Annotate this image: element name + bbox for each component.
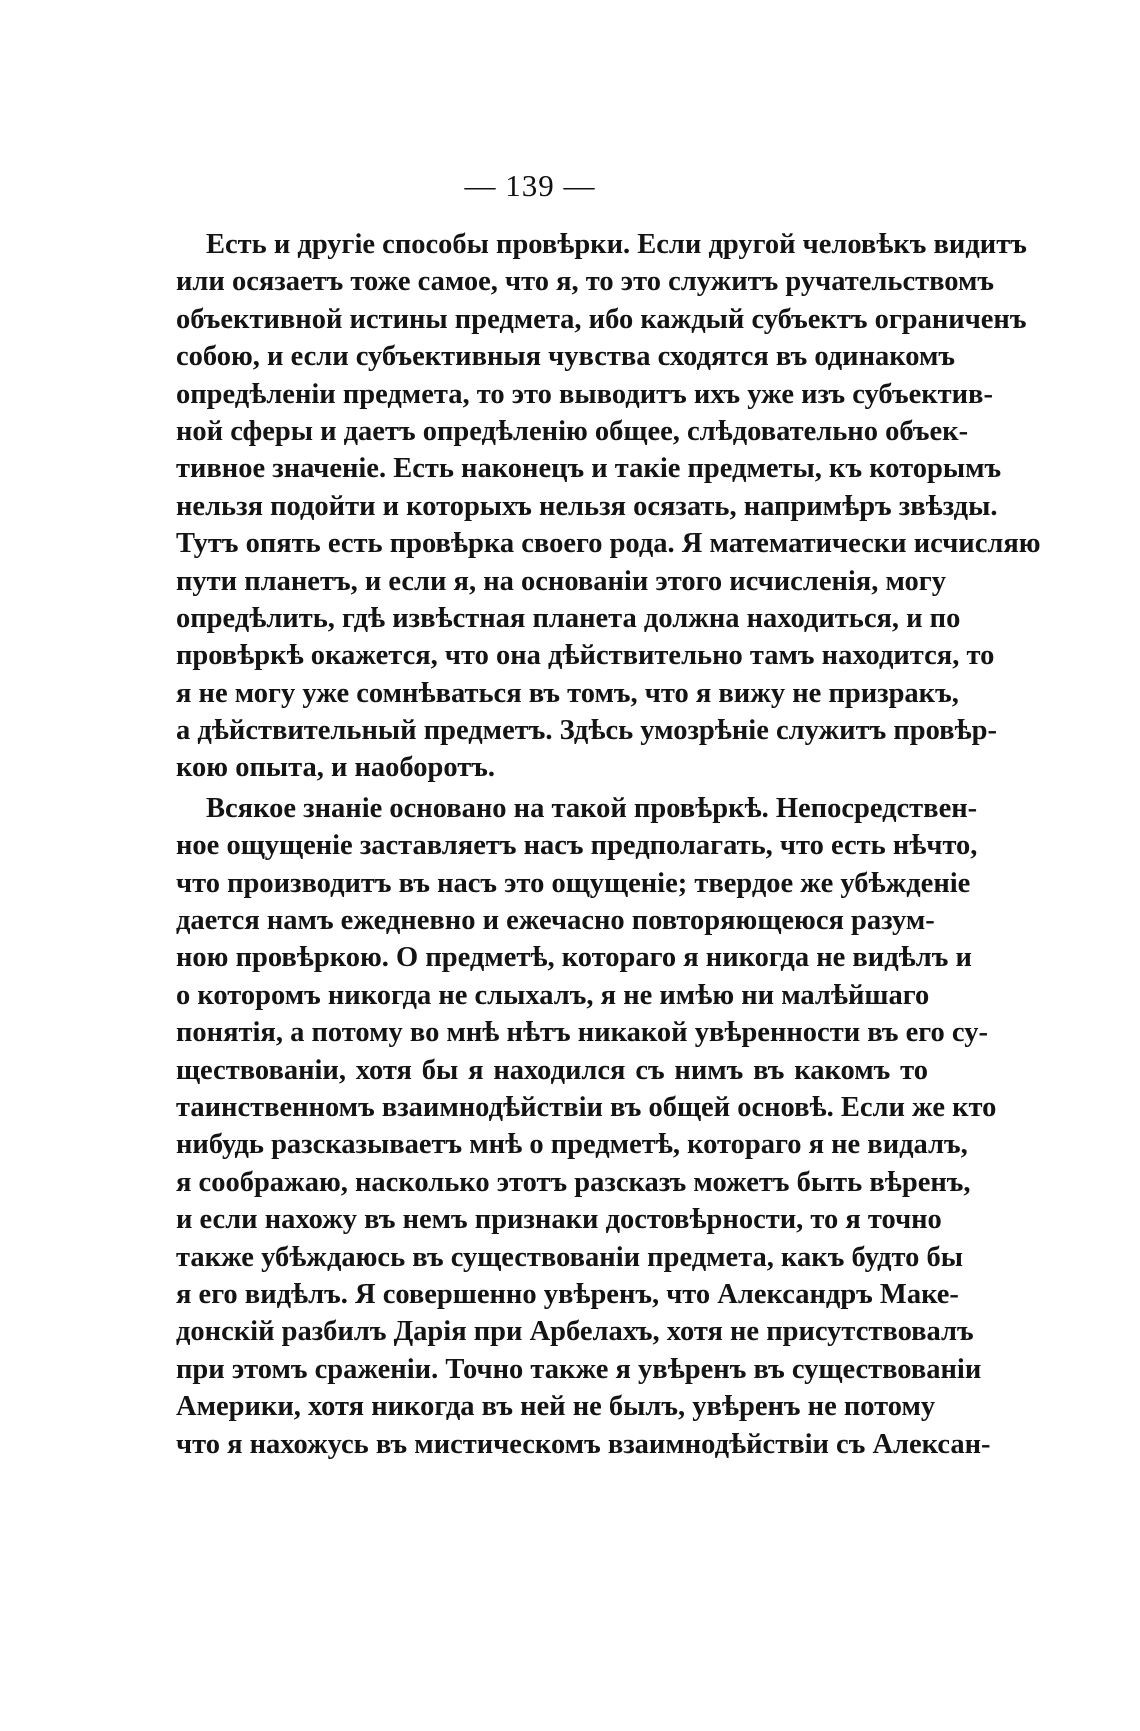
text-line: ществованіи, хотя бы я находился съ нимъ въ какомъ то — [176, 1054, 928, 1086]
text-line: Америки, хотя никогда въ ней не былъ, увѣренъ не потому — [176, 1391, 936, 1423]
text-line: донскій разбилъ Дарія при Арбелахъ, хотя не присутствовалъ — [176, 1316, 974, 1348]
text-line: ною провѣркою. О предметѣ, котораго я никогда не видѣлъ и — [176, 942, 972, 974]
page-number: — 139 — — [464, 168, 596, 203]
text-line: я соображаю, насколько этотъ разсказъ можетъ быть вѣренъ, — [176, 1166, 971, 1198]
text-line: объективной истины предмета, ибо каждый субъектъ ограниченъ — [176, 303, 1027, 335]
text-line: опредѣленіи предмета, то это выводитъ ихъ уже изъ субъектив- — [176, 378, 993, 410]
text-line: тивное значеніе. Есть наконецъ и такіе предметы, къ которымъ — [176, 453, 1002, 485]
text-line: также убѣждаюсь въ существованіи предмета, какъ будто бы — [176, 1241, 963, 1273]
text-line: Тутъ опять есть провѣрка своего рода. Я математически исчисляю — [176, 528, 1041, 560]
text-line: о которомъ никогда не слыхалъ, я не имѣю ни малѣйшаго — [176, 979, 930, 1011]
text-line: таинственномъ взаимнодѣйствіи въ общей основѣ. Если же кто — [176, 1091, 997, 1123]
text-line: или осязаетъ тоже самое, что я, то это служитъ ручательствомъ — [176, 266, 995, 298]
paragraph-2 — [176, 790, 997, 1463]
text-line: я его видѣлъ. Я совершенно увѣренъ, что Александръ Маке- — [176, 1278, 959, 1310]
text-line: опредѣлить, гдѣ извѣстная планета должна находиться, и по — [176, 602, 961, 634]
text-line: что производитъ въ насъ это ощущеніе; твердое же убѣжденіе — [176, 867, 971, 899]
text-line: ное ощущеніе заставляетъ насъ предполагать, что есть нѣчто, — [176, 830, 978, 862]
text-line: я не могу уже сомнѣваться въ томъ, что я вижу не призракъ, — [176, 677, 959, 709]
text-line: при этомъ сраженіи. Точно также я увѣренъ въ существованіи — [176, 1353, 982, 1385]
text-line: ной сферы и даетъ опредѣленію общее, слѣдовательно объек- — [176, 415, 969, 447]
text-line: нибудь разсказываетъ мнѣ о предметѣ, котораго я не видалъ, — [176, 1129, 968, 1161]
text-line: нельзя подойти и которыхъ нельзя осязать, напримѣръ звѣзды. — [176, 490, 998, 522]
body-text — [176, 226, 1041, 1463]
text-line: Всякое знаніе основано на такой провѣркѣ. Непосредствен- — [206, 792, 978, 824]
text-line: что я нахожусь въ мистическомъ взаимнодѣйствіи съ Алексан- — [176, 1428, 991, 1460]
paragraph-1 — [176, 226, 1041, 787]
text-line: дается намъ ежедневно и ежечасно повторяющеюся разум- — [176, 905, 935, 937]
text-line: а дѣйствительный предметъ. Здѣсь умозрѣніе служитъ провѣр- — [176, 715, 997, 747]
text-line: и если нахожу въ немъ признаки достовѣрности, то я точно — [176, 1204, 942, 1236]
text-line: провѣркѣ окажется, что она дѣйствительно тамъ находится, то — [176, 640, 995, 672]
text-line: Есть и другіе способы провѣрки. Если другой человѣкъ видитъ — [206, 229, 1027, 260]
text-line: понятія, а потому во мнѣ нѣтъ никакой увѣренности въ его су- — [176, 1017, 988, 1049]
text-line: кою опыта, и наоборотъ. — [176, 752, 496, 784]
text-line: собою, и если субъективныя чувства сходятся въ одинакомъ — [176, 341, 956, 373]
text-line: пути планетъ, и если я, на основаніи этого исчисленія, могу — [176, 565, 946, 597]
